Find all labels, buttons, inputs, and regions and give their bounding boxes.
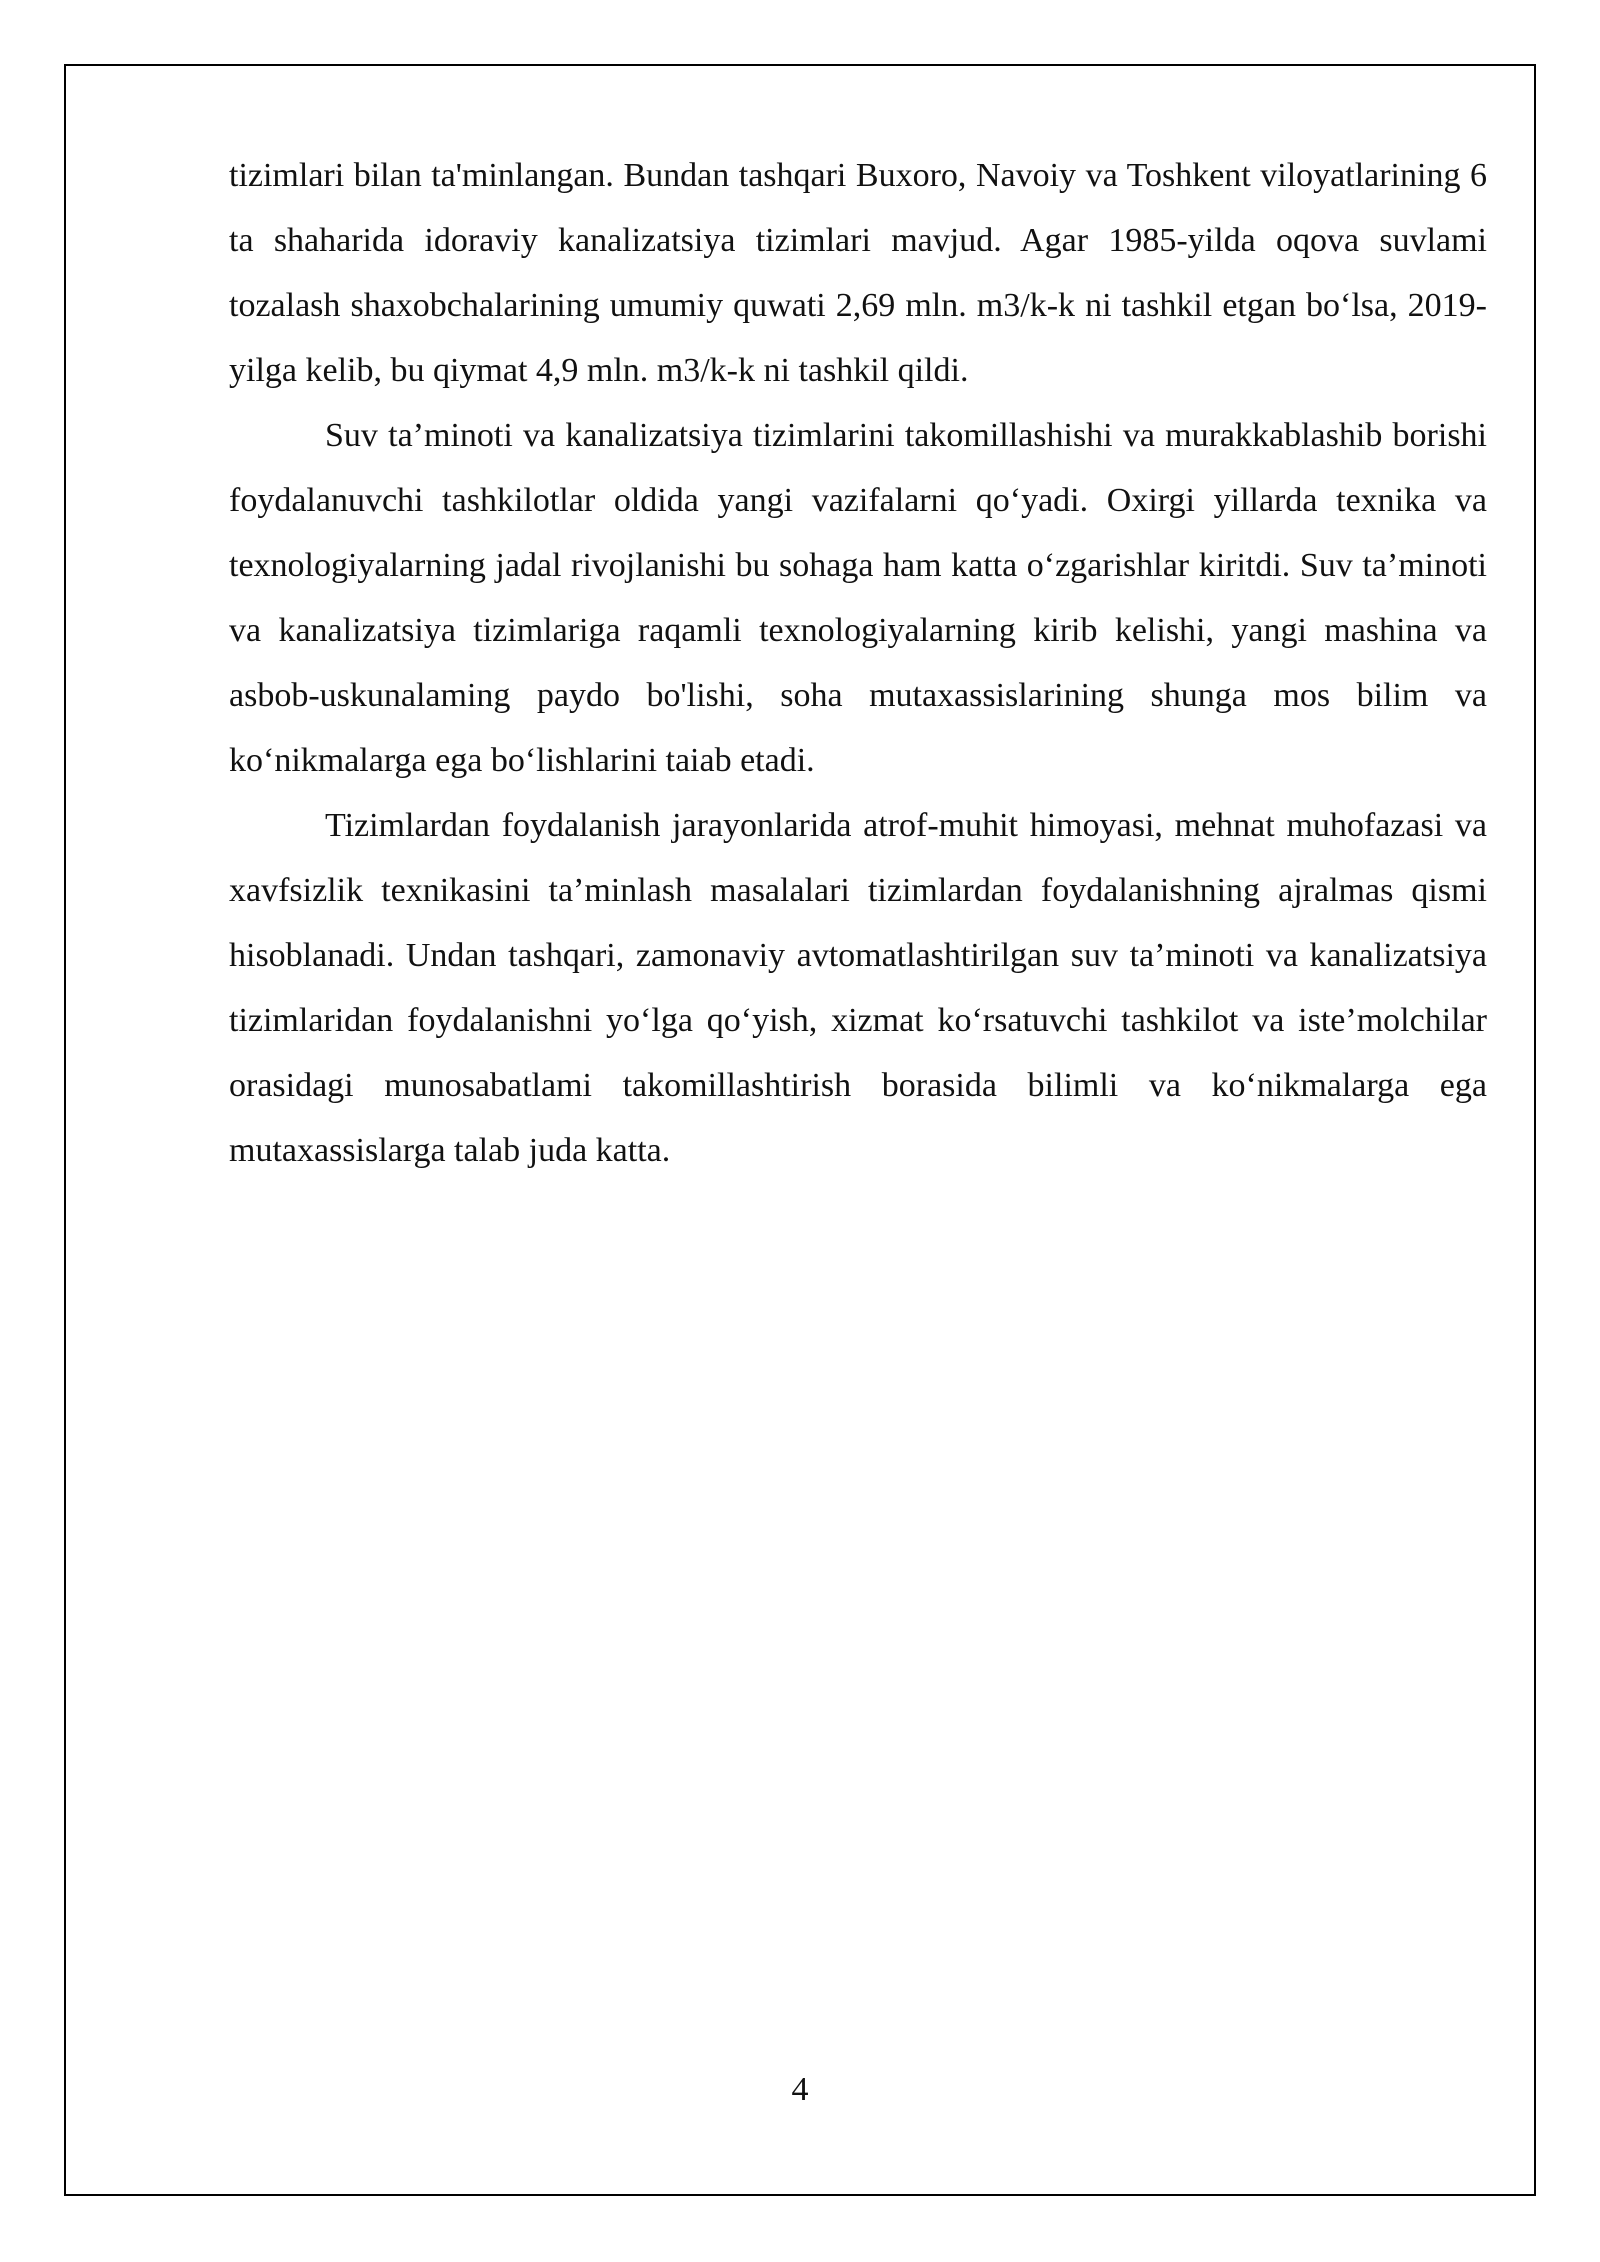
page-number: 4 (791, 2071, 809, 2108)
document-body (229, 143, 1487, 1183)
paragraph-water-supply-systems: Suv ta’minoti va kanalizatsiya tizimlarini takomillashishi va murakkablashib borishi foydalanuvchi tashkilotlar oldida yangi vazifalarni qo‘yadi. Oxirgi yillarda texnika va texnologiyalarning jadal rivojlanishi bu sohaga ham katta o‘zgarishlar kiritdi. Suv ta’minoti va kanalizatsiya tizimlariga raqamli texnologiyalarning kirib kelishi, yangi mashina va asbob-uskunalaming paydo bo'lishi, soha mutaxassislarining shunga mos bilim va ko‘nikmalarga ega bo‘lishlarini taiab etadi. (229, 417, 1487, 779)
paragraph-continuation: tizimlari bilan ta'minlangan. Bundan tashqari Buxoro, Navoiy va Toshkent viloyatlarining 6 ta shaharida idoraviy kanalizatsiya tizimlari mavjud. Agar 1985-yilda oqova suvlami tozalash shaxobchalarining umumiy quwati 2,69 mln. m3/k-k ni tashkil etgan bo‘lsa, 2019-yilga kelib, bu qiymat 4,9 mln. m3/k-k ni tashkil qildi. (229, 157, 1487, 389)
paragraph-system-operation: Tizimlardan foydalanish jarayonlarida atrof-muhit himoyasi, mehnat muhofazasi va xavfsizlik texnikasini ta’minlash masalalari tizimlardan foydalanishning ajralmas qismi hisoblanadi. Undan tashqari, zamonaviy avtomatlashtirilgan suv ta’minoti va kanalizatsiya tizimlaridan foydalanishni yo‘lga qo‘yish, xizmat ko‘rsatuvchi tashkilot va iste’molchilar orasidagi munosabatlami takomillashtirish borasida bilimli va ko‘nikmalarga ega mutaxassislarga talab juda katta. (229, 807, 1487, 1169)
